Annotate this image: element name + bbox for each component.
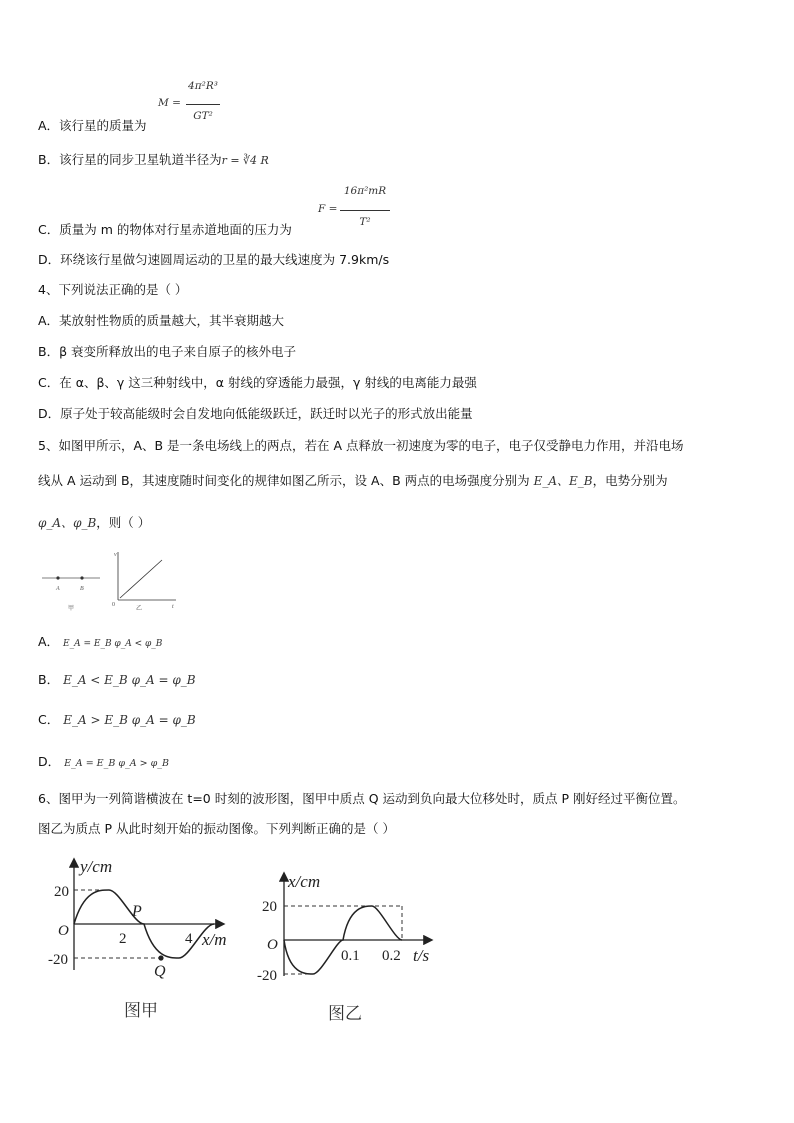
q5-stem-line2-math: E_A、E_B <box>533 474 593 488</box>
q5-option-b-math: E_A < E_B φ_A = φ_B <box>63 673 196 687</box>
caption-jia: 甲 <box>68 606 75 612</box>
q5-stem-line2 <box>38 473 668 489</box>
q4-stem: 4、下列说法正确的是（ ） <box>38 282 188 297</box>
q5-option-d-letter: D． <box>38 754 61 769</box>
v-t-line <box>120 560 162 598</box>
q3-option-c-text: C．质量为 m 的物体对行星赤道地面的压力为 <box>38 222 292 237</box>
point-b-dot <box>80 576 83 579</box>
q5-option-d-math: E_A = E_B φ_A > φ_B <box>64 758 170 769</box>
v-axis-label: v <box>114 552 117 558</box>
q4-option-b: B．β 衰变所释放出的电子来自原子的核外电子 <box>38 344 297 359</box>
q5-stem-line1: 5、如图甲所示，A、B 是一条电场线上的两点，若在 A 点释放一初速度为零的电子，电子仅受静电力作用，并沿电场 <box>38 438 684 453</box>
fraction-bar <box>340 210 390 211</box>
origin-label: 0 <box>112 602 115 608</box>
q5-figure <box>40 548 180 613</box>
origin-label: O <box>58 923 69 939</box>
q6-figure-yi <box>255 868 440 1028</box>
q5-option-a <box>38 634 162 652</box>
q3-option-d: D．环绕该行星做匀速圆周运动的卫星的最大线速度为 7.9km/s <box>38 252 390 267</box>
t-axis-label: t/s <box>413 946 430 965</box>
point-q-dot <box>158 955 163 960</box>
caption-yi: 图乙 <box>328 1004 362 1023</box>
q3-option-c-formula <box>318 185 398 235</box>
q6-stem-line1: 6、图甲为一列简谐横波在 t=0 时刻的波形图，图甲中质点 Q 运动到负向最大位移处时，质点 P 刚好经过平衡位置。 <box>38 791 686 806</box>
caption-jia: 图甲 <box>124 1001 158 1020</box>
fraction-bar <box>186 104 220 105</box>
q5-stem-line3 <box>38 515 150 531</box>
point-p-label: P <box>132 903 142 920</box>
caption-yi: 乙 <box>136 606 143 612</box>
q4-option-d: D．原子处于较高能级时会自发地向低能级跃迁，跃迁时以光子的形式放出能量 <box>38 406 473 421</box>
formula-denominator: GT² <box>193 110 213 122</box>
q5-option-b <box>38 672 196 688</box>
q5-option-c-math: E_A > E_B φ_A = φ_B <box>63 713 196 727</box>
y-bottom-label: -20 <box>48 952 68 968</box>
q4-option-c: C．在 α、β、γ 这三种射线中，α 射线的穿透能力最强，γ 射线的电离能力最强 <box>38 375 477 390</box>
q4-option-a: A．某放射性物质的质量越大，其半衰期越大 <box>38 313 285 328</box>
q3-option-a <box>38 118 147 134</box>
q5-option-b-letter: B． <box>38 672 60 687</box>
q3-option-a-text: A．该行星的质量为 <box>38 118 147 133</box>
t-tick-0-2: 0.2 <box>382 948 401 964</box>
q5-option-d <box>38 754 169 772</box>
q5-option-a-letter: A． <box>38 634 60 649</box>
y-top-label: 20 <box>262 899 277 915</box>
y-axis-label: y/cm <box>80 857 113 876</box>
q3-option-a-formula <box>158 80 228 130</box>
q6-figure-jia <box>45 852 245 1027</box>
point-b-label: B <box>80 586 84 592</box>
origin-label: O <box>267 937 278 953</box>
x-axis-label: x/cm <box>288 872 321 891</box>
formula-numerator: 4π²R³ <box>188 80 218 92</box>
y-bottom-label: -20 <box>257 968 277 984</box>
q3-option-b-formula: r = ∛4 R <box>221 154 269 167</box>
q3-option-b-text: B．该行星的同步卫星轨道半径为 <box>38 152 222 167</box>
y-top-label: 20 <box>54 884 69 900</box>
formula-lhs: M = <box>158 97 181 109</box>
x-tick-4: 4 <box>185 931 193 947</box>
q5-stem-line2-text: 线从 A 运动到 B，其速度随时间变化的规律如图乙所示，设 A、B 两点的电场强度分别为 <box>38 473 530 488</box>
q5-option-a-math: E_A = E_B φ_A < φ_B <box>63 639 163 649</box>
formula-lhs: F = <box>318 203 338 215</box>
point-q-label: Q <box>154 963 166 980</box>
q6-stem-line2: 图乙为质点 P 从此时刻开始的振动图像。下列判断正确的是（ ） <box>38 821 395 836</box>
t-axis-label: t <box>172 604 174 610</box>
t-tick-0-1: 0.1 <box>341 948 360 964</box>
q3-option-c <box>38 222 292 238</box>
q5-stem-line2-end: ，电势分别为 <box>592 473 668 488</box>
q3-option-b <box>38 152 269 169</box>
x-axis-label: x/m <box>202 930 227 949</box>
q5-option-c-letter: C． <box>38 712 60 727</box>
point-a-label: A <box>56 586 60 592</box>
point-a-dot <box>56 576 59 579</box>
q5-option-c <box>38 712 196 728</box>
q5-stem-line3-math: φ_A、φ_B <box>38 516 97 530</box>
q5-stem-line3-end: ，则（ ） <box>96 515 151 530</box>
x-tick-2: 2 <box>119 931 127 947</box>
formula-numerator: 16π²mR <box>343 185 387 197</box>
formula-denominator: T² <box>359 216 371 228</box>
